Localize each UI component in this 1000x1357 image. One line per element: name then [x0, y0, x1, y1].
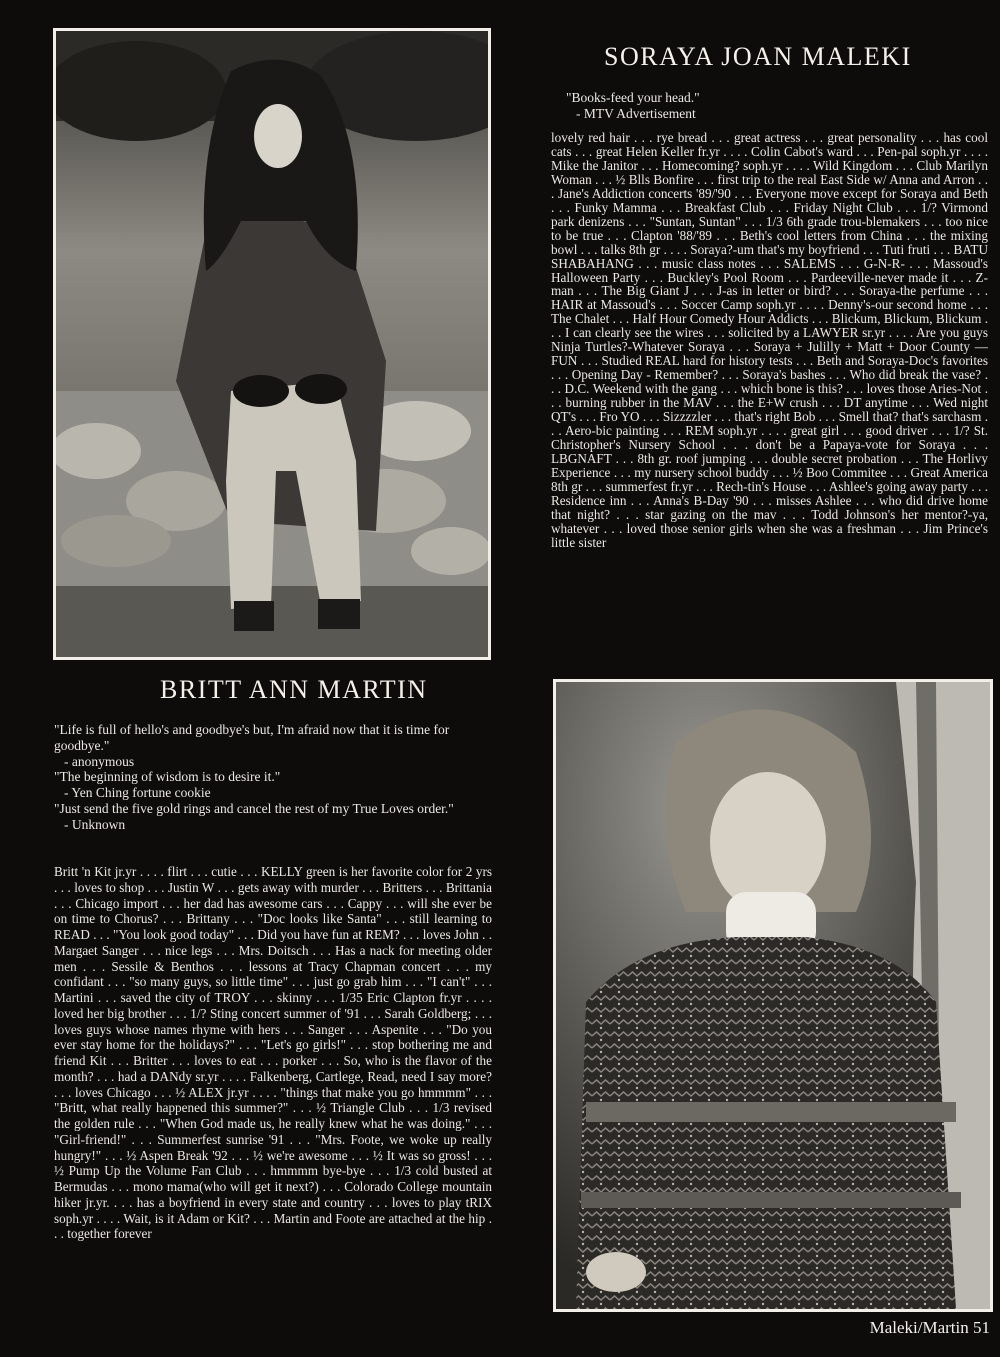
portrait-photo-maleki	[53, 28, 491, 660]
portrait-martin-illustration	[556, 682, 990, 1309]
quote-block-maleki	[566, 90, 946, 122]
quote-text: "The beginning of wisdom is to desire it."	[54, 769, 281, 785]
senior-write-up-maleki: lovely red hair . . . rye bread . . . great actress . . . great personality . . . has cool cats . . . great Helen Keller fr.yr . . . . Colin Cabot's ward . . . Pen-pal soph.yr . . . . Mike the Janitor . . . Homecoming? soph.yr . . . . Wild Kingdom . . . Club Marilyn Woman . . . ½ Blls Bonfire . . . first trip to the real East Side w/ Anna and Arron . . . Jane's Addiction concerts '89/'90 . . . Everyone move except for Soraya and Beth . . . Funky Mamma . . . Breakfast Club . . . Friday Night Club . . . 1/? Virmond park denizens . . . "Suntan, Suntan" . . . 1/3 6th grade trou-blemakers . . . too nice to be true . . . Clapton '88/'89 . . . Beth's cool letters from China . . . the mixing bowl . . . talks 8th gr . . . . Soraya?-um that's my boyfriend . . . Tuti fruti . . . BATU SHABAHANG . . . music class notes . . . SALEMS . . . G-N-R- . . . Massoud's Halloween Party . . . Buckley's Pool Room . . . Pardeeville-never made it . . . Z-man . . . The Big Giant J . . . J-as in letter or bird? . . . Soraya-the perfume . . . HAIR at Massoud's . . . Soccer Camp soph.yr . . . . Denny's-our second home . . . The Chalet . . . Half Hour Comedy Hour Addicts . . . Blickum, Blickum, Blickum . . . I can clearly see the wires . . . solicited by a LAWYER sr.yr . . . . Are you guys Ninja Turtles?-Whatever Soraya . . . Soraya + Julilly + Matt + Door County — FUN . . . Studied REAL hard for history tests . . . Beth and Soraya-Doc's favorites . . . Opening Day - Remember? . . . Soraya's bashes . . . Who did break the vase? . . . D.C. Weekend with the gang . . . which bone is this? . . . loves those Aries-Not . . . burning rubber in the MAV . . . the E+W crush . . . DT anytime . . . Wed night QT's . . . Fro YO . . . Sizzzzler . . . that's right Bob . . . Smell that? that's sarchasm . . . Aero-bic painting . . . REM soph.yr . . . . great girl . . . good driver . . . 1/? St. Christopher's Nursery School . . . don't be a Papaya-vote for Soraya . . . LBGNAFT . . . 8th gr. roof jumping . . . double secret probation . . . The Horlivy Experience . . . my nursery school buddy . . . ½ Boo Commitee . . . Great America 8th gr . . . summerfest fr.yr . . . Rech-tin's House . . . Ashlee's going away party . . . Residence inn . . . Anna's B-Day '90 . . . misses Ashlee . . . who did drive home that night? . . . star gazing on the mav . . . Todd Johnson's her mentor?-ya, whatever . . . loved those senior girls when she was a freshman . . . Jim Prince's little sister	[551, 130, 988, 550]
student-name-martin: BRITT ANN MARTIN	[160, 675, 428, 704]
quote-attribution: - Unknown	[64, 816, 126, 832]
portrait-photo-martin	[553, 679, 993, 1312]
student-name-maleki: SORAYA JOAN MALEKI	[604, 42, 912, 71]
quote-text: "Books-feed your head."	[566, 90, 700, 105]
quote-attribution: - anonymous	[64, 753, 135, 769]
quote-attribution: - MTV Advertisement	[576, 105, 696, 121]
quote-attribution: - Yen Ching fortune cookie	[64, 785, 211, 801]
quote-text: "Life is full of hello's and goodbye's but, I'm afraid now that it is time for goodbye."	[54, 722, 450, 753]
portrait-maleki-illustration	[56, 31, 488, 657]
page-footer: Maleki/Martin 51	[869, 1318, 990, 1337]
senior-write-up-martin: Britt 'n Kit jr.yr . . . . flirt . . . cutie . . . KELLY green is her favorite color for 2 yrs . . . loves to shop . . . Justin W . . . gets away with murder . . . Britters . . . Brittania . . . Chicago import . . . her dad has awesome cars . . . Cappy . . . will she ever be on time to Chorus? . . . Brittany . . . "Doc looks like Santa" . . . still learning to READ . . . "You look good today" . . . Did you have fun at REM? . . . loves John . . Margaet Sanger . . . nice legs . . . Mrs. Doitsch . . . Has a nack for meeting older men . . . Sessile & Benthos . . . lessons at Tracy Chapman concert . . . my confidant . . . "so many guys, so little time" . . . just go grab him . . . "I can't" . . . Martini . . . saved the city of TROY . . . skinny . . . 1/35 Eric Clapton fr.yr . . . . loved her big brother . . . 1/? Sting concert summer of '91 . . . Sarah Goldberg; . . . loves guys whose names rhyme with hers . . . Sanger . . . Aspenite . . . "Do you ever stay home for the holidays?" . . . "Let's go girls!" . . . stop bothering me and friend Kit . . . Britter . . . loves to eat . . . porker . . . So, who is the flavor of the month? . . . had a DANdy sr.yr . . . . Falkenberg, Cartlege, Read, need I say more? . . . loves Chicago . . . ½ ALEX jr.yr . . . . "things that make you go hmmmm" . . . "Britt, what really happened this summer?" . . . ½ Triangle Club . . . 1/3 revised the golden rule . . . "When God made us, he really knew what he was doing." . . . "Girl-friend!" . . . Summerfest sunrise '91 . . . "Mrs. Foote, we woke up really hungry!" . . . ½ Aspen Break '92 . . . ½ we're awesome . . . ½ It was so gross! . . . ½ Pump Up the Volume Fan Club . . . hmmmm bye-bye . . . 1/3 cold busted at Bermudas . . . mono mama(who will get it next?) . . . Colorado College mountain hiker jr.yr. . . . has a boyfriend in every state and country . . . loves to play tRIX soph.yr . . . . Wait, is it Adam or Kit? . . . Martin and Foote are attached at the hip . . . together forever	[54, 864, 493, 1242]
quote-block-martin	[54, 722, 494, 833]
quote-text: "Just send the five gold rings and cancel the rest of my True Loves order."	[54, 800, 454, 816]
